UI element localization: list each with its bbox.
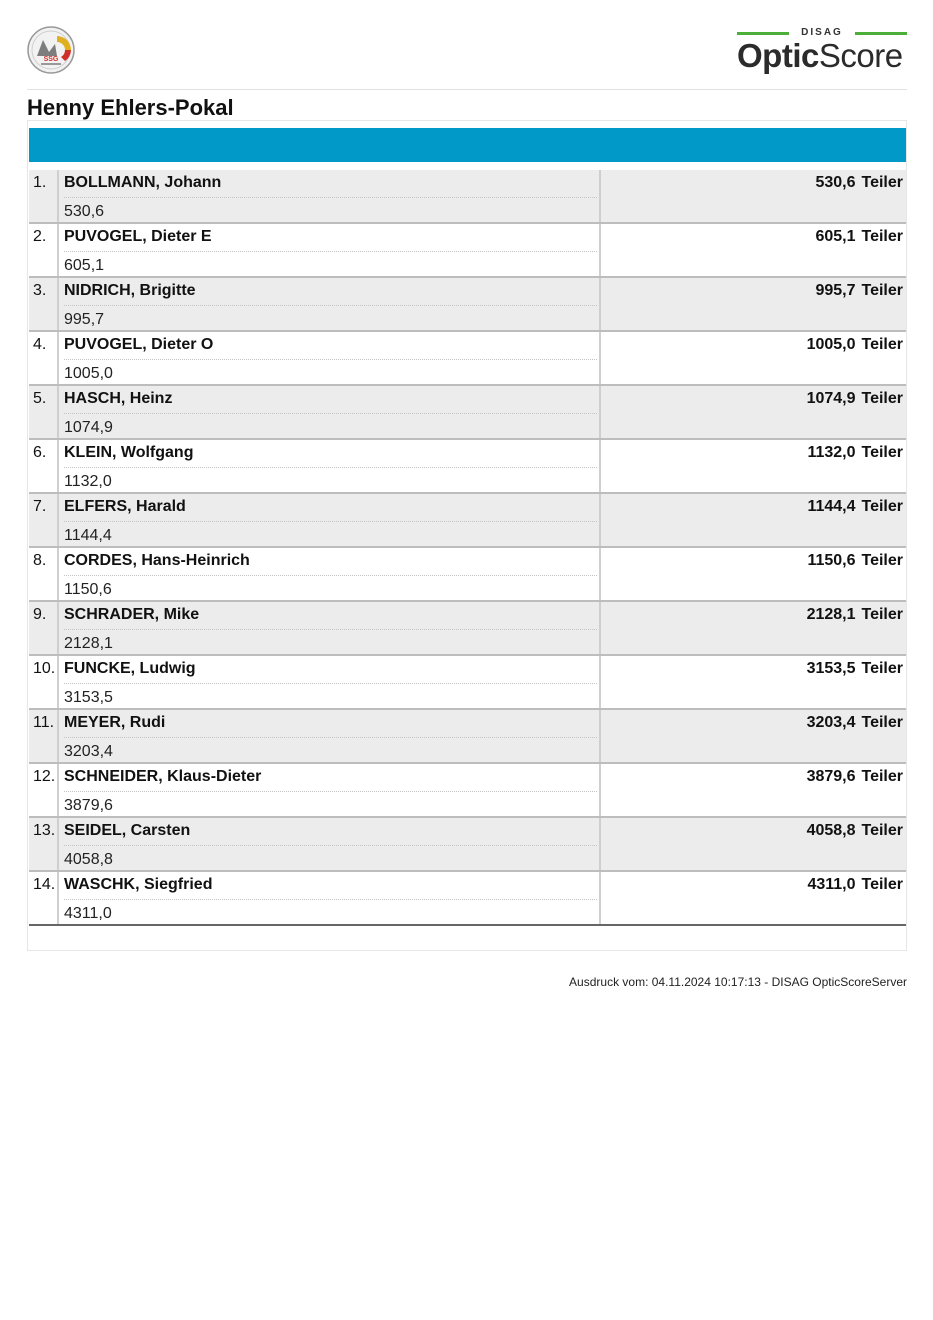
result-unit: Teiler [861, 822, 903, 839]
shooter-cell [59, 602, 601, 654]
dotted-divider [64, 683, 597, 684]
svg-text:SSG: SSG [43, 56, 59, 63]
shooter-cell [59, 548, 601, 600]
result-unit: Teiler [861, 390, 903, 407]
result-row [29, 656, 906, 710]
result-unit: Teiler [861, 606, 903, 623]
series-value: 4058,8 [64, 851, 113, 868]
brand-disag: DISAG [801, 27, 843, 38]
result-number: 3879,6 [806, 768, 856, 785]
rank: 10. [29, 656, 59, 708]
result-number: 3203,4 [806, 714, 856, 731]
result-value [807, 498, 903, 516]
result-unit: Teiler [861, 174, 903, 191]
result-unit: Teiler [861, 660, 903, 677]
series-value: 1074,9 [64, 419, 113, 436]
result-row [29, 170, 906, 224]
panel-header-band [29, 128, 906, 162]
page-header [27, 26, 907, 90]
result-number: 1074,9 [806, 390, 856, 407]
result-value [815, 174, 903, 192]
shooter-cell [59, 764, 601, 816]
result-unit: Teiler [861, 876, 903, 893]
series-value: 3879,6 [64, 797, 113, 814]
result-value [807, 606, 903, 624]
result-unit: Teiler [861, 228, 903, 245]
result-value [815, 282, 903, 300]
dotted-divider [64, 791, 597, 792]
result-row [29, 602, 906, 656]
shooter-name: KLEIN, Wolfgang [64, 444, 194, 461]
series-value: 3153,5 [64, 689, 113, 706]
dotted-divider [64, 467, 597, 468]
result-unit: Teiler [861, 714, 903, 731]
dotted-divider [64, 737, 597, 738]
result-row [29, 440, 906, 494]
series-value: 530,6 [64, 203, 105, 220]
result-number: 4058,8 [806, 822, 856, 839]
shooter-name: BOLLMANN, Johann [64, 174, 222, 191]
rank: 14. [29, 872, 59, 924]
shooter-name: FUNCKE, Ludwig [64, 660, 196, 677]
rank: 3. [29, 278, 59, 330]
result-unit: Teiler [861, 552, 903, 569]
result-unit: Teiler [861, 768, 903, 785]
dotted-divider [64, 359, 597, 360]
header-divider [27, 89, 907, 90]
brand-opticscore: OpticScore [737, 37, 903, 74]
shooter-name: HASCH, Heinz [64, 390, 173, 407]
series-value: 1144,4 [64, 527, 112, 544]
shooter-cell [59, 440, 601, 492]
shooter-cell [59, 278, 601, 330]
club-logo [27, 26, 75, 74]
rank: 2. [29, 224, 59, 276]
rank: 8. [29, 548, 59, 600]
result-row [29, 278, 906, 332]
shooter-name: SCHRADER, Mike [64, 606, 200, 623]
dotted-divider [64, 521, 597, 522]
result-row [29, 872, 906, 926]
shooter-name: ELFERS, Harald [64, 498, 186, 515]
rank: 11. [29, 710, 59, 762]
shooter-cell [59, 818, 601, 870]
result-number: 605,1 [815, 228, 856, 245]
shooter-name: PUVOGEL, Dieter O [64, 336, 214, 353]
disag-opticscore-logo [737, 28, 907, 74]
dotted-divider [64, 899, 597, 900]
result-number: 1144,4 [807, 498, 856, 515]
shooter-cell [59, 872, 601, 924]
dotted-divider [64, 305, 597, 306]
rank: 9. [29, 602, 59, 654]
shooter-cell [59, 224, 601, 276]
result-value [807, 660, 903, 678]
series-value: 1005,0 [64, 365, 113, 382]
result-unit: Teiler [861, 444, 903, 461]
rank: 4. [29, 332, 59, 384]
shooter-name: MEYER, Rudi [64, 714, 166, 731]
result-value [807, 822, 903, 840]
shooter-cell [59, 710, 601, 762]
shooter-name: PUVOGEL, Dieter E [64, 228, 212, 245]
shooter-cell [59, 332, 601, 384]
print-footer: Ausdruck vom: 04.11.2024 10:17:13 - DISAG OpticScoreServer [569, 975, 907, 989]
result-number: 1150,6 [807, 552, 856, 569]
result-number: 2128,1 [806, 606, 856, 623]
result-value [807, 390, 903, 408]
series-value: 3203,4 [64, 743, 113, 760]
rank: 7. [29, 494, 59, 546]
result-row [29, 818, 906, 872]
rank: 13. [29, 818, 59, 870]
result-unit: Teiler [861, 336, 903, 353]
result-row [29, 548, 906, 602]
result-value [807, 768, 903, 786]
result-row [29, 386, 906, 440]
result-value [807, 336, 903, 354]
shooter-name: CORDES, Hans-Heinrich [64, 552, 250, 569]
series-value: 2128,1 [64, 635, 113, 652]
series-value: 4311,0 [64, 905, 112, 922]
dotted-divider [64, 197, 597, 198]
series-value: 995,7 [64, 311, 105, 328]
rank: 12. [29, 764, 59, 816]
result-unit: Teiler [861, 282, 903, 299]
shooter-name: NIDRICH, Brigitte [64, 282, 196, 299]
result-row [29, 224, 906, 278]
shooter-name: WASCHK, Siegfried [64, 876, 213, 893]
series-value: 1132,0 [64, 473, 112, 490]
rank: 5. [29, 386, 59, 438]
result-number: 3153,5 [806, 660, 856, 677]
result-value [807, 714, 903, 732]
rank: 1. [29, 170, 59, 222]
shooter-cell [59, 386, 601, 438]
results-panel [27, 120, 907, 951]
shooter-cell [59, 170, 601, 222]
result-row [29, 494, 906, 548]
shooter-cell [59, 494, 601, 546]
shooter-cell [59, 656, 601, 708]
result-number: 1132,0 [807, 444, 856, 461]
dotted-divider [64, 845, 597, 846]
result-value [807, 552, 903, 570]
result-row [29, 764, 906, 818]
result-row [29, 332, 906, 386]
results-table [29, 170, 906, 926]
shooter-name: SEIDEL, Carsten [64, 822, 191, 839]
series-value: 1150,6 [64, 581, 112, 598]
result-number: 1005,0 [806, 336, 856, 353]
dotted-divider [64, 575, 597, 576]
result-value [807, 444, 903, 462]
result-number: 530,6 [815, 174, 856, 191]
rank: 6. [29, 440, 59, 492]
result-row [29, 710, 906, 764]
result-number: 4311,0 [807, 876, 856, 893]
dotted-divider [64, 629, 597, 630]
shooter-name: SCHNEIDER, Klaus-Dieter [64, 768, 262, 785]
dotted-divider [64, 251, 597, 252]
result-value [815, 228, 903, 246]
page-title: Henny Ehlers-Pokal [27, 95, 234, 120]
result-unit: Teiler [861, 498, 903, 515]
series-value: 605,1 [64, 257, 105, 274]
result-value [807, 876, 903, 894]
dotted-divider [64, 413, 597, 414]
result-number: 995,7 [815, 282, 856, 299]
